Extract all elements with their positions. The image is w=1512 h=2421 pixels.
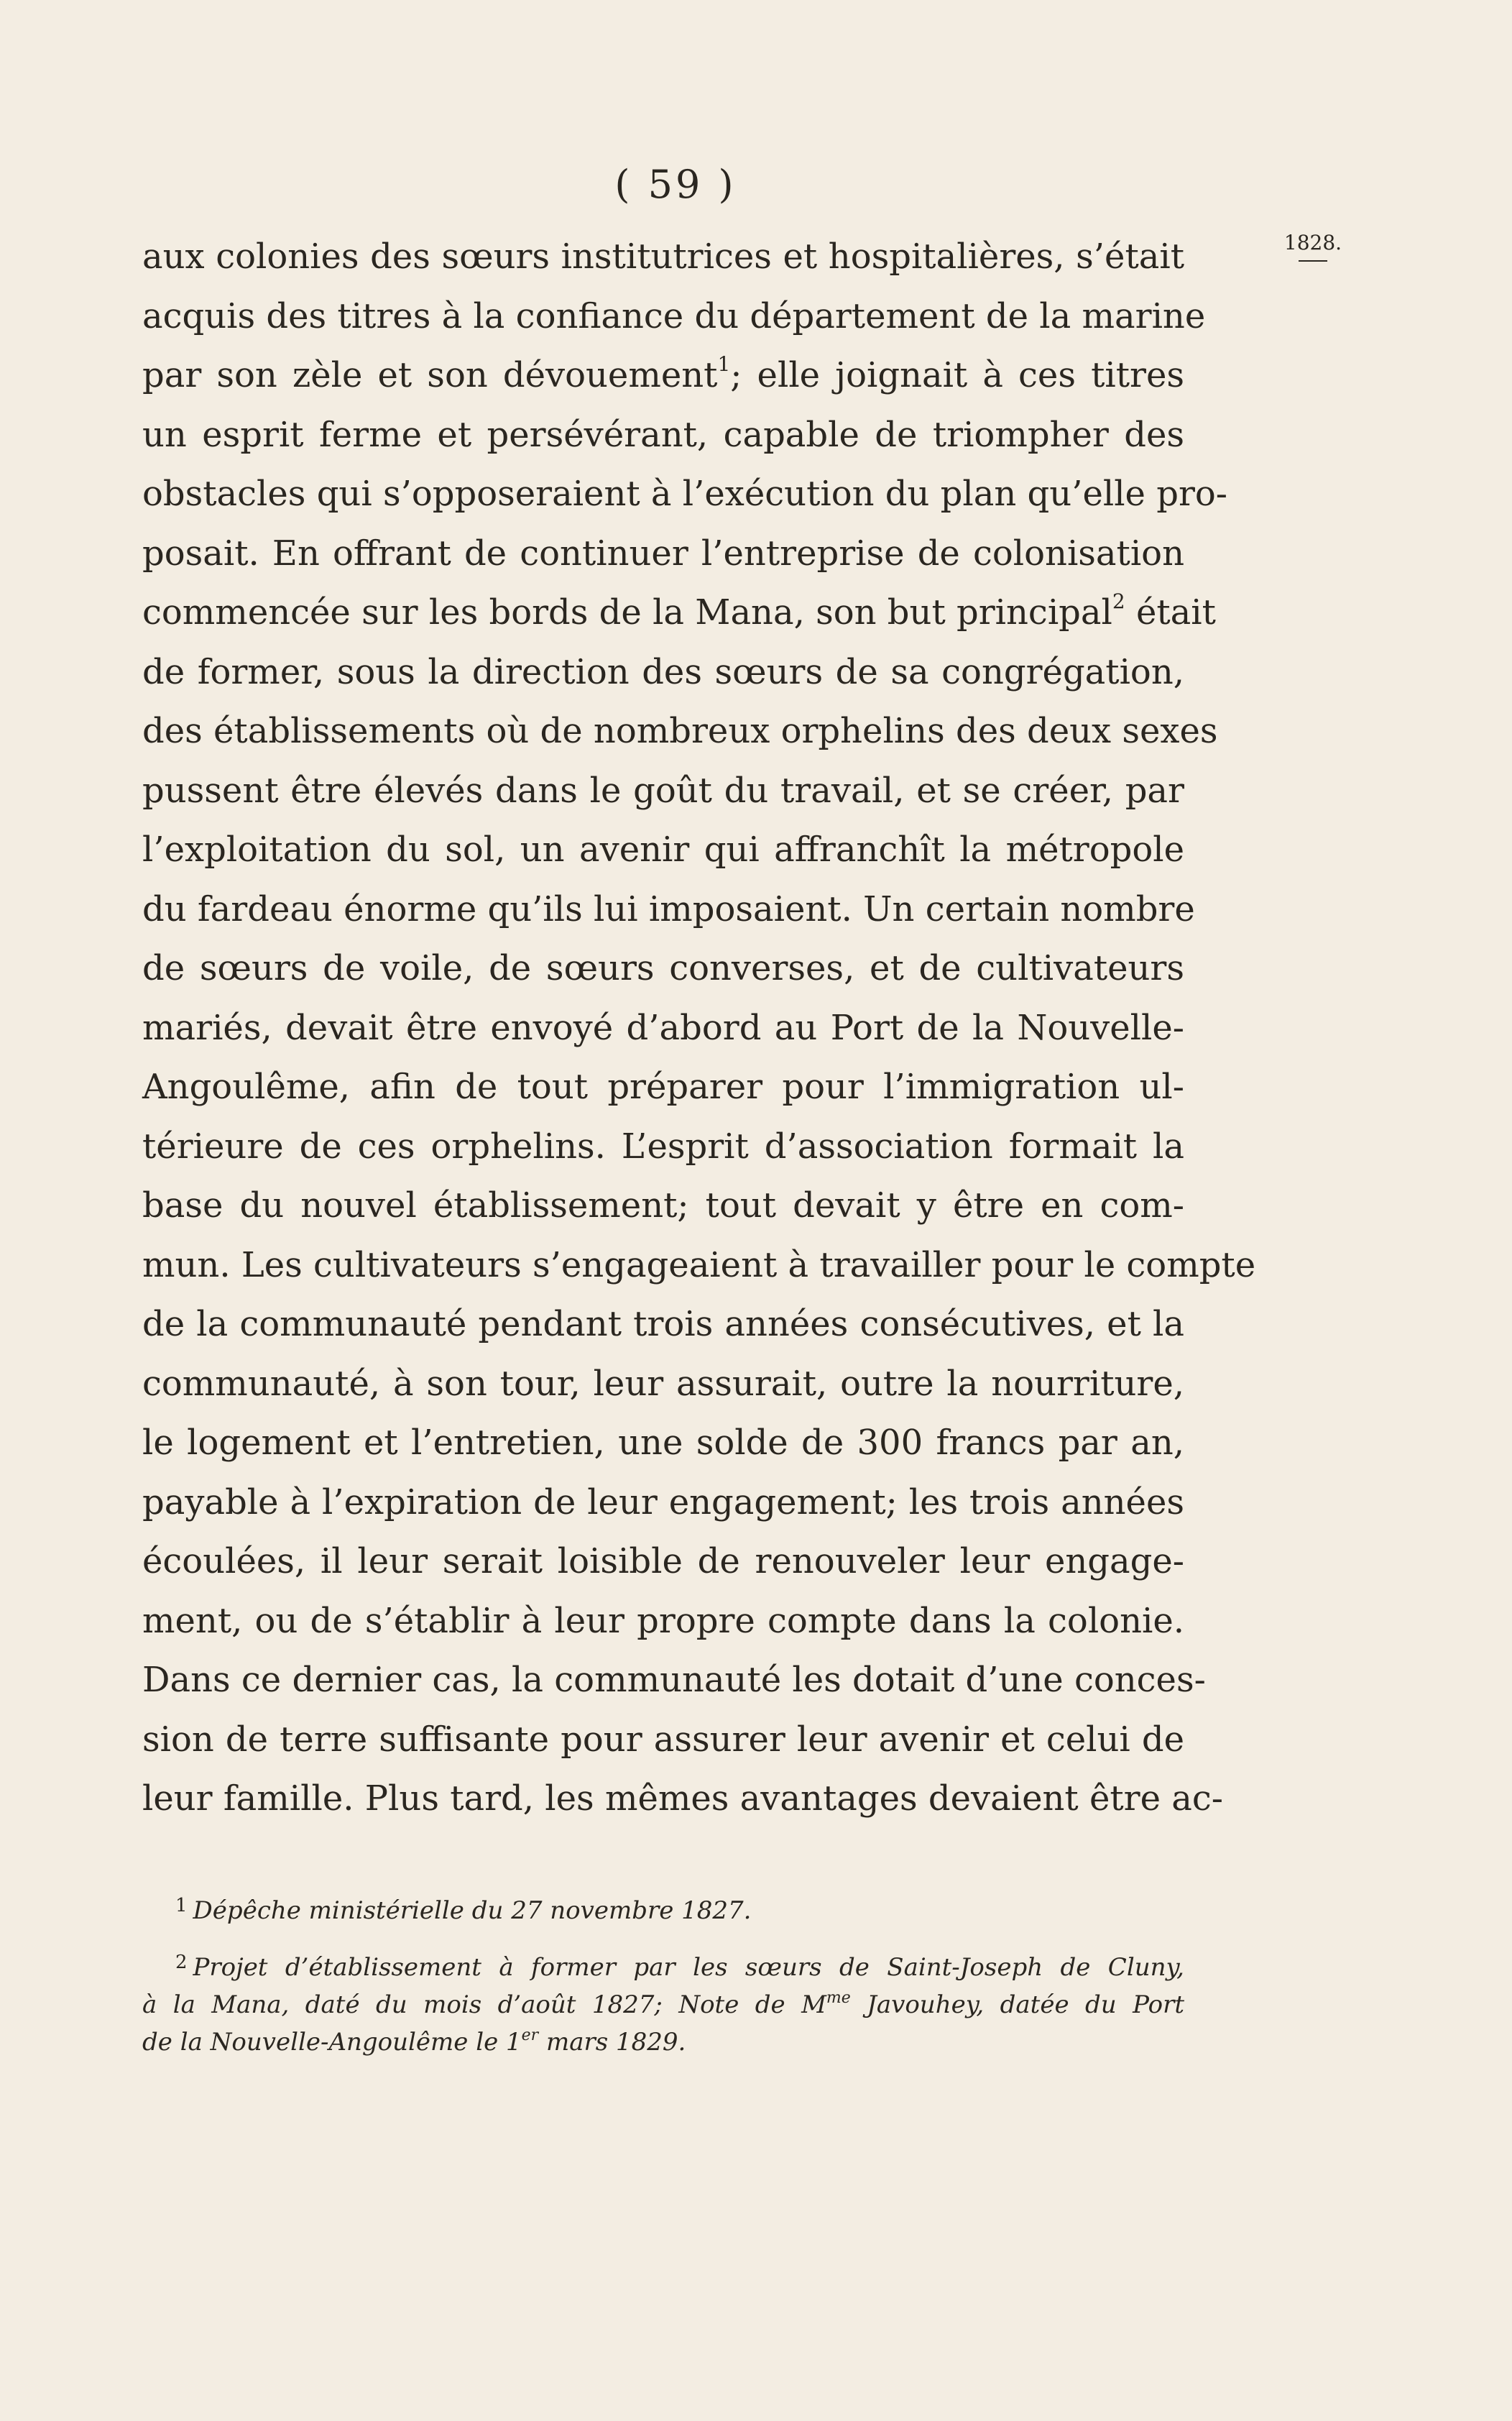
text-line: l’exploitation du sol, un avenir qui affranchît la métropole <box>142 830 1184 870</box>
margin-year-dash <box>1299 260 1327 262</box>
text-line: du fardeau énorme qu’ils lui imposaient. Un certain nombre <box>142 888 1195 929</box>
footnote-2-line <box>142 1944 1184 1986</box>
text-line: communauté, à son tour, leur assurait, outre la nourriture, <box>142 1363 1184 1404</box>
footnote-mark-1: 1 <box>175 1895 188 1916</box>
text-line: de sœurs de voile, de sœurs converses, et de cultivateurs <box>142 948 1184 988</box>
text-fragment: par son zèle et son dévouement <box>142 355 718 395</box>
text-line: base du nouvel établissement; tout devait y être en com- <box>142 1185 1184 1226</box>
text-line: de former, sous la direction des sœurs de sa congrégation, <box>142 651 1184 692</box>
footnote-2-line <box>142 1986 1184 2023</box>
footnote-text: Dépêche ministérielle du 27 novembre 1827. <box>193 1896 752 1925</box>
footnote-text: Javouhey, datée du Port <box>850 1990 1184 2019</box>
page-number: ( 59 ) <box>614 162 737 207</box>
text-line: écoulées, il leur serait loisible de renouveler leur engage- <box>142 1541 1184 1581</box>
text-line <box>142 346 1184 405</box>
text-line: un esprit ferme et persévérant, capable de triompher des <box>142 414 1184 455</box>
text-line: ment, ou de s’établir à leur propre compte dans la colonie. <box>142 1600 1184 1641</box>
footnote-ref-1: 1 <box>717 352 731 376</box>
text-fragment: était <box>1125 592 1216 633</box>
footnote-text: mars 1829. <box>538 2028 686 2057</box>
text-line: pussent être élevés dans le goût du travail, et se créer, par <box>142 770 1184 811</box>
body-text <box>142 227 1256 1829</box>
text-line: sion de terre suffisante pour assurer leur avenir et celui de <box>142 1719 1184 1760</box>
text-line: Angoulême, afin de tout préparer pour l’immigration ul- <box>142 1067 1184 1107</box>
margin-year-note <box>1281 229 1345 262</box>
footnote-2-line <box>142 2023 1184 2061</box>
footnotes <box>142 1887 1184 2061</box>
text-line: aux colonies des sœurs institutrices et hospitalières, s’était <box>142 236 1184 277</box>
text-line: le logement et l’entretien, une solde de 300 francs par an, <box>142 1423 1184 1463</box>
text-fragment: ; elle joignait à ces titres <box>730 355 1184 395</box>
footnote-mark-2: 2 <box>175 1952 188 1973</box>
text-line: posait. En offrant de continuer l’entreprise de colonisation <box>142 533 1184 574</box>
text-line: leur famille. Plus tard, les mêmes avantages devaient être ac- <box>142 1778 1223 1819</box>
footnote-1 <box>142 1887 1184 1929</box>
text-line <box>142 583 1216 643</box>
text-line: obstacles qui s’opposeraient à l’exécution du plan qu’elle pro- <box>142 474 1228 514</box>
footnote-superscript: me <box>826 1989 851 2007</box>
text-line: acquis des titres à la confiance du département de la marine <box>142 295 1206 336</box>
text-line: térieure de ces orphelins. L’esprit d’association formait la <box>142 1126 1184 1167</box>
footnote-ref-2: 2 <box>1112 589 1125 613</box>
text-line: mariés, devait être envoyé d’abord au Port de la Nouvelle- <box>142 1007 1184 1048</box>
text-line: Dans ce dernier cas, la communauté les dotait d’une conces- <box>142 1660 1206 1700</box>
margin-year-text: 1828. <box>1283 231 1342 254</box>
text-fragment: commencée sur les bords de la Mana, son but principal <box>142 592 1112 633</box>
footnote-text: à la Mana, daté du mois d’août 1827; Note de M <box>142 1990 826 2019</box>
footnote-text: de la Nouvelle-Angoulême le 1 <box>142 2028 522 2057</box>
text-line: des établissements où de nombreux orphelins des deux sexes <box>142 711 1218 751</box>
text-line: mun. Les cultivateurs s’engageaient à travailler pour le compte <box>142 1244 1256 1285</box>
footnote-superscript: er <box>521 2026 539 2044</box>
footnote-text: Projet d’établissement à former par les sœurs de Saint-Joseph de Cluny, <box>193 1953 1184 1982</box>
text-line: payable à l’expiration de leur engagement; les trois années <box>142 1481 1184 1522</box>
text-line: de la communauté pendant trois années consécutives, et la <box>142 1304 1184 1344</box>
